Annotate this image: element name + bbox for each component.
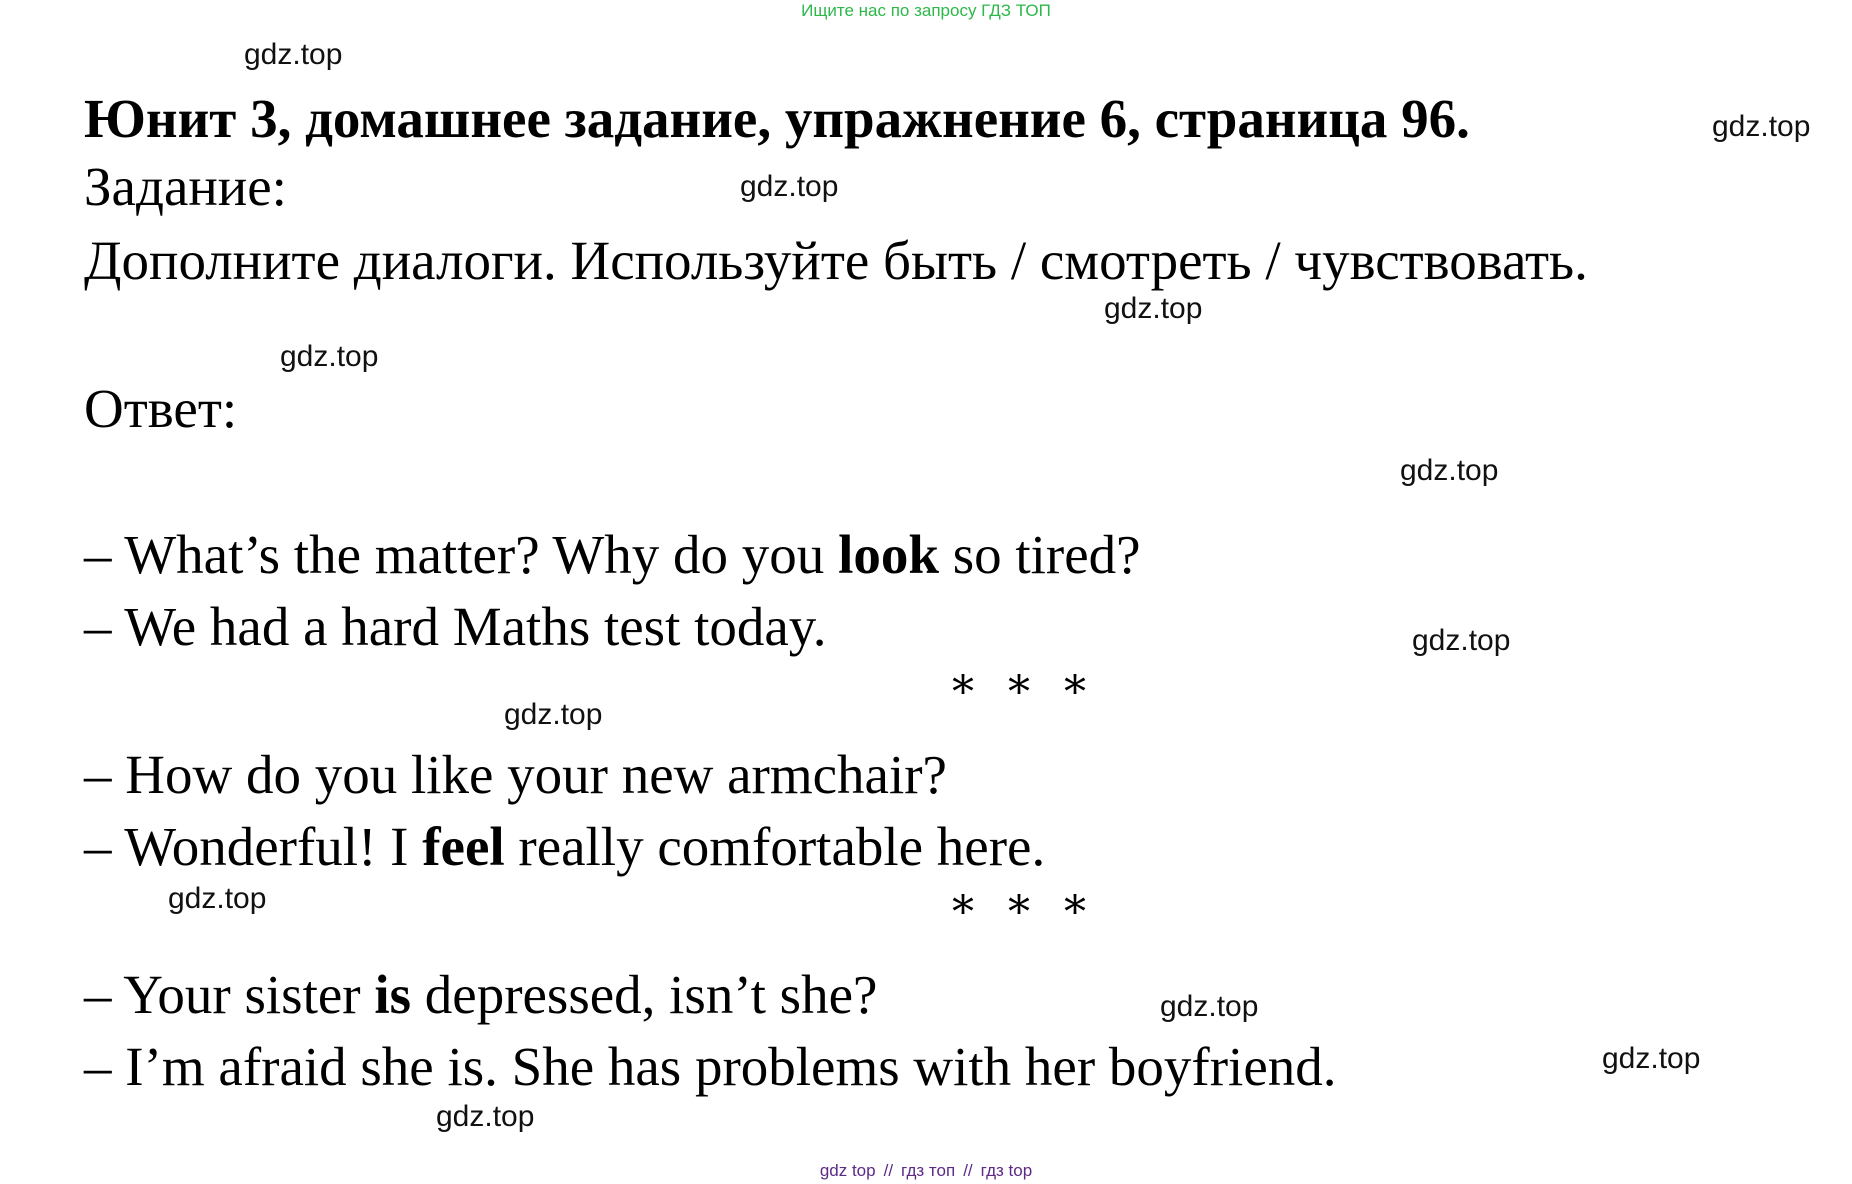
footer-separator: // [963,1161,973,1180]
dialogue-line [84,594,826,660]
watermark: gdz.top [1412,624,1511,657]
dialogue-text: – Your sister [84,964,375,1025]
footer-item: гдз топ [901,1161,956,1180]
footer-item: gdz top [819,1161,876,1180]
task-text: Дополните диалоги. Используйте быть / смотреть / чувствовать. [84,230,1588,291]
dialogue-text: so tired? [938,524,1141,585]
separator-stars: * * * [952,887,1096,938]
watermark: gdz.top [1160,990,1259,1023]
dialogue-answer: look [838,524,939,585]
watermark: gdz.top [1400,454,1499,487]
dialogue-answer: feel [422,816,505,877]
task-label: Задание: [84,156,287,217]
footer-separator: // [883,1161,894,1180]
dialogue-line [84,1034,1337,1100]
watermark: gdz.top [436,1100,535,1133]
dialogue-answer: is [374,964,412,1025]
watermark: gdz.top [1712,110,1811,143]
watermark: gdz.top [280,340,379,373]
dialogue-text: – Wonderful! I [84,816,423,877]
footer-item: гдз top [980,1161,1033,1180]
dialogue-line [84,962,877,1028]
watermark: gdz.top [1104,292,1203,325]
watermark: gdz.top [1602,1042,1701,1075]
watermark: gdz.top [168,882,267,915]
page-title: Юнит 3, домашнее задание, упражнение 6, страница 96. [84,88,1470,149]
dialogue-text: really comfortable here. [504,816,1046,877]
dialogue-text: – What’s the matter? Why do you [84,524,839,585]
dialogue-line [84,742,947,808]
watermark: gdz.top [740,170,839,203]
top-banner [0,0,1852,22]
watermark: gdz.top [244,38,343,71]
dialogue-line [84,522,1141,588]
separator-stars: * * * [952,667,1096,718]
banner-text: Ищите нас по запросу ГДЗ ТОП [801,1,1051,20]
answer-label: Ответ: [84,378,238,439]
watermark: gdz.top [504,698,603,731]
dialogue-text: – How do you like your new armchair? [84,744,947,805]
dialogue-line [84,814,1045,880]
footer [0,1160,1852,1182]
dialogue-text: – We had a hard Maths test today. [84,596,827,657]
dialogue-text: – I’m afraid she is. She has problems with her boyfriend. [84,1036,1337,1097]
dialogue-text: depressed, isn’t she? [411,964,878,1025]
